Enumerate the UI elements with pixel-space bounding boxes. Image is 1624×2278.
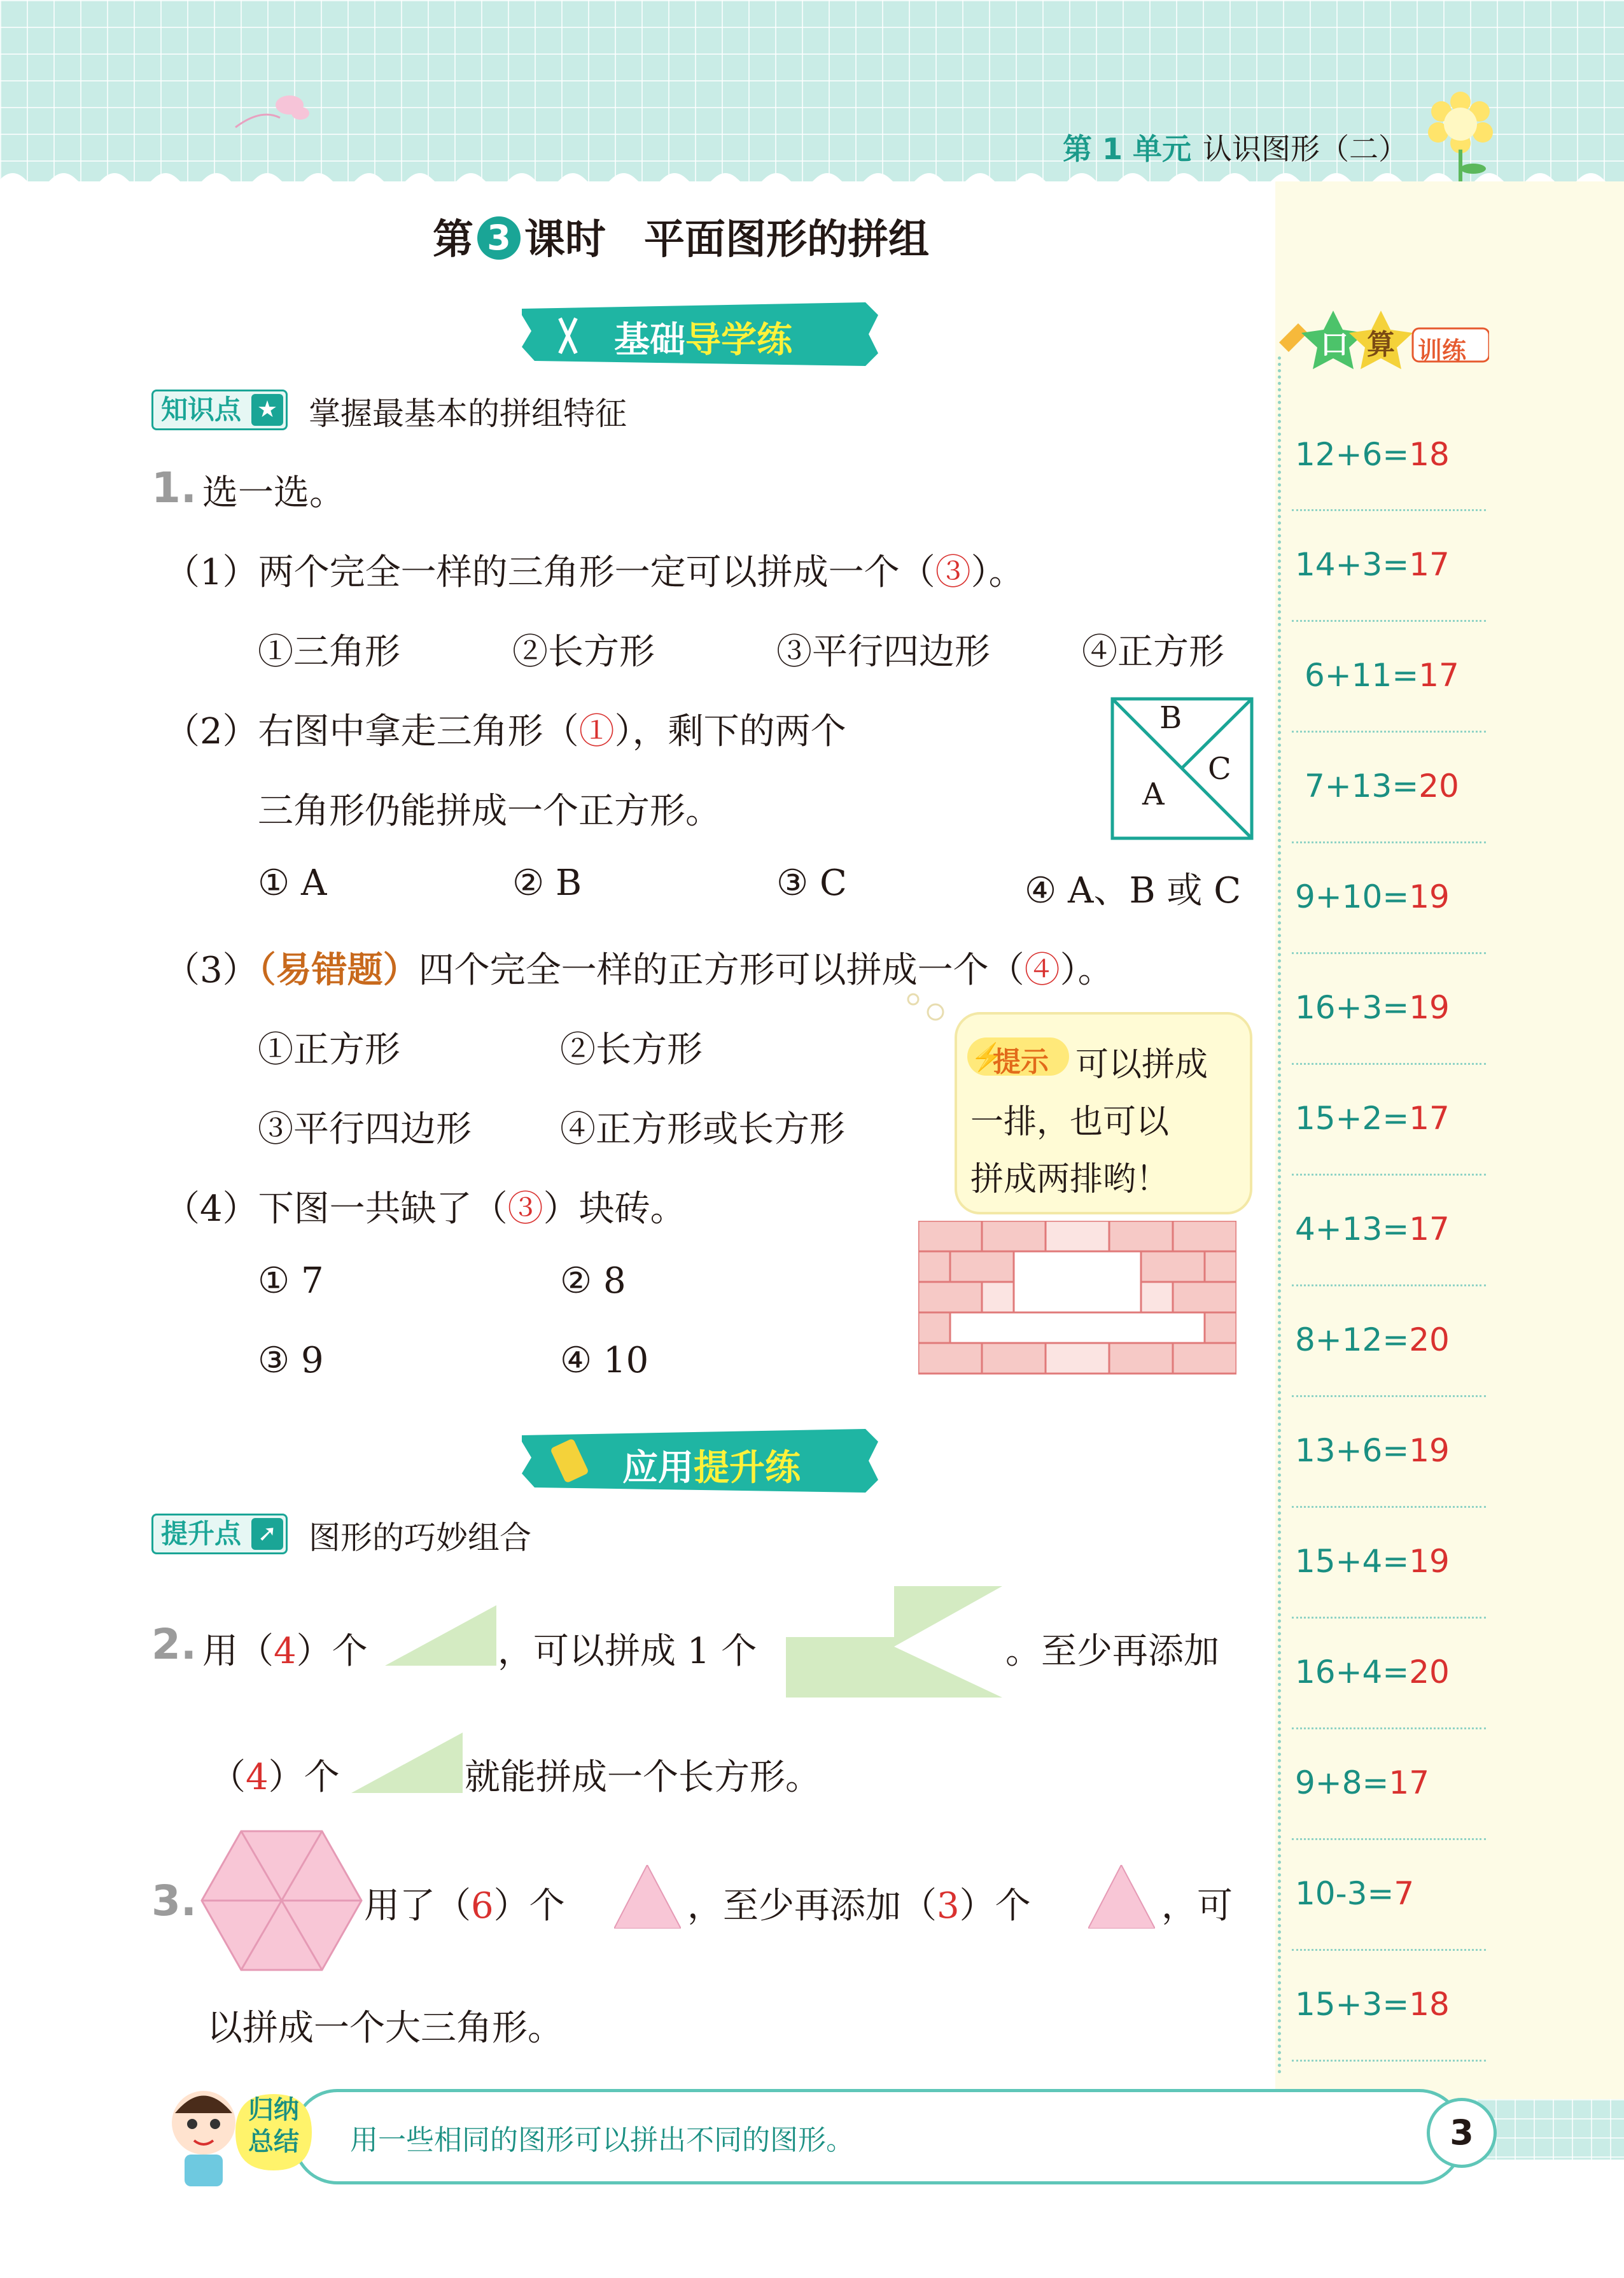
answer-mark: ③	[507, 1188, 543, 1230]
calc-divider	[1292, 620, 1486, 622]
figure-label-c: C	[1208, 751, 1231, 787]
lesson-subtitle: 平面图形的拼组	[644, 216, 929, 264]
answer-mark: ①	[578, 711, 615, 752]
q1-part4-text: （4）下图一共缺了（③）块砖。	[164, 1188, 686, 1230]
composite-shape	[786, 1586, 1002, 1698]
q2-text-5: 就能拼成一个长方形。	[465, 1757, 821, 1798]
side-dotted-border	[1278, 356, 1281, 2075]
improvement-point-tag: 提升点 ➚	[151, 1514, 288, 1554]
option: ③ C	[776, 862, 847, 904]
q3-text-4: 以拼成一个大三角形。	[207, 2007, 563, 2049]
calc-item: 7+13=20	[1305, 768, 1459, 805]
tip-line: 拼成两排哟！	[970, 1160, 1170, 1199]
option: ④ 10	[560, 1340, 649, 1381]
calc-item: 9+8=17	[1295, 1764, 1430, 1801]
calc-item: 16+3=19	[1295, 989, 1450, 1026]
unit-topic: 认识图形（二）	[1203, 132, 1408, 166]
child-avatar-icon	[165, 2085, 242, 2186]
option: ②长方形	[560, 1029, 703, 1071]
summary-label: 归纳总结	[248, 2095, 299, 2156]
calc-divider	[1292, 841, 1486, 843]
calc-divider	[1292, 2060, 1486, 2062]
option: ③平行四边形	[258, 1109, 472, 1150]
answer-mark: 6	[471, 1885, 494, 1927]
calc-divider	[1292, 1063, 1486, 1065]
answer-mark: ③	[935, 552, 971, 593]
calc-divider	[1292, 1617, 1486, 1619]
calc-divider	[1292, 952, 1486, 954]
question-number: 1.	[151, 463, 197, 512]
equilateral-triangle-shape	[614, 1865, 681, 1929]
lesson-title	[433, 207, 929, 265]
brick-wall-figure	[918, 1221, 1236, 1375]
option: ①正方形	[258, 1029, 400, 1071]
improvement-point-text: 图形的巧妙组合	[309, 1519, 531, 1556]
calc-item: 16+4=20	[1295, 1654, 1450, 1691]
sunflower-icon	[1419, 89, 1502, 185]
q1-part3-text: （3）（易错题）四个完全一样的正方形可以拼成一个（④）。	[164, 949, 1114, 991]
q1-part2-text: （2）右图中拿走三角形（①），剩下的两个	[164, 711, 846, 752]
calc-item: 15+2=17	[1295, 1100, 1450, 1137]
q3-text-1: 用了（6）个	[364, 1885, 565, 1927]
star-icon: ★	[251, 394, 283, 426]
calc-divider	[1292, 1395, 1486, 1397]
thought-dots	[904, 990, 967, 1028]
option: ③平行四边形	[776, 631, 990, 673]
lesson-suffix: 课时	[524, 216, 606, 264]
q2-text-4: （4）个	[210, 1757, 340, 1798]
knowledge-point-text: 掌握最基本的拼组特征	[309, 395, 627, 432]
calc-divider	[1292, 1174, 1486, 1176]
tip-line: 一排，也可以	[970, 1103, 1170, 1141]
calc-divider	[1292, 731, 1486, 733]
option: ①三角形	[258, 631, 400, 673]
option: ① A	[258, 862, 327, 904]
calc-divider	[1292, 1838, 1486, 1840]
lightning-icon: ⚡	[970, 1041, 1004, 1072]
option: ④正方形	[1082, 631, 1224, 673]
side-title-kou: 口	[1320, 328, 1348, 361]
q2-text-3: 。至少再添加	[1005, 1631, 1219, 1672]
answer-mark: ④	[1024, 950, 1060, 991]
calc-item: 13+6=19	[1295, 1432, 1450, 1469]
option: ②长方形	[512, 631, 655, 673]
calc-item: 10-3=7	[1295, 1875, 1415, 1912]
tip-label: 提示	[993, 1046, 1049, 1078]
summary-text: 用一些相同的图形可以拼出不同的图形。	[350, 2124, 854, 2156]
q2-text-1: 用（4）个	[202, 1631, 368, 1672]
q1-part2-line2: 三角形仍能拼成一个正方形。	[258, 791, 721, 832]
calc-item: 14+3=17	[1295, 546, 1450, 583]
calc-divider	[1292, 1506, 1486, 1508]
knowledge-point-tag: 知识点 ★	[151, 390, 288, 430]
calc-divider	[1292, 1284, 1486, 1286]
q2-text-2: ，可以拼成 1 个	[498, 1631, 757, 1672]
q3-text-2: ，至少再添加（3）个	[687, 1885, 1031, 1927]
q1-part1-text: （1）两个完全一样的三角形一定可以拼成一个（③）。	[164, 552, 1025, 593]
square-triangles-figure	[1110, 697, 1254, 840]
calc-item: 12+6=18	[1295, 436, 1450, 473]
option: ② B	[512, 862, 582, 904]
calc-item: 8+12=20	[1295, 1321, 1450, 1358]
side-title-suan: 算	[1367, 328, 1395, 361]
q3-text-3: ，可	[1161, 1885, 1233, 1927]
calc-divider	[1292, 1727, 1486, 1729]
section-banner-advanced-text: 应用提升练	[622, 1447, 801, 1489]
question-number: 3.	[151, 1876, 197, 1925]
option: ② 8	[560, 1260, 626, 1302]
calc-item: 15+3=18	[1295, 1986, 1450, 2023]
figure-label-b: B	[1159, 700, 1182, 736]
hexagon-figure	[200, 1830, 363, 1971]
error-prone-label: （易错题）	[258, 949, 419, 991]
butterfly-icon	[229, 83, 318, 134]
lesson-number-badge: 3	[477, 216, 521, 260]
option: ③ 9	[258, 1340, 324, 1381]
option: ① 7	[258, 1260, 324, 1302]
right-triangle-shape	[351, 1733, 463, 1793]
answer-mark: 3	[937, 1885, 960, 1927]
calc-item: 4+13=17	[1295, 1211, 1450, 1248]
figure-label-a: A	[1142, 777, 1165, 812]
unit-header	[1063, 126, 1408, 168]
calc-divider	[1292, 1949, 1486, 1951]
unit-label: 第 1 单元	[1063, 132, 1192, 166]
tip-line: 可以拼成	[1075, 1046, 1208, 1084]
answer-mark: 4	[274, 1631, 297, 1672]
calc-item: 15+4=19	[1295, 1543, 1450, 1580]
section-banner-basic-text: 基础导学练	[614, 320, 792, 361]
question-prompt: 选一选。	[202, 472, 345, 514]
equilateral-triangle-shape	[1088, 1865, 1155, 1929]
answer-mark: 4	[246, 1757, 269, 1798]
lesson-prefix: 第	[433, 216, 473, 264]
page-number: 3	[1427, 2098, 1497, 2168]
option: ④ A、B 或 C	[1025, 870, 1242, 911]
side-title-xunlian: 训练	[1418, 337, 1467, 365]
calc-divider	[1292, 509, 1486, 511]
question-number: 2.	[151, 1620, 197, 1669]
calc-item: 9+10=19	[1295, 878, 1450, 915]
right-triangle-shape	[385, 1605, 496, 1666]
arrow-up-icon: ➚	[251, 1518, 283, 1550]
option: ④正方形或长方形	[560, 1109, 845, 1150]
calc-item: 6+11=17	[1305, 657, 1459, 694]
